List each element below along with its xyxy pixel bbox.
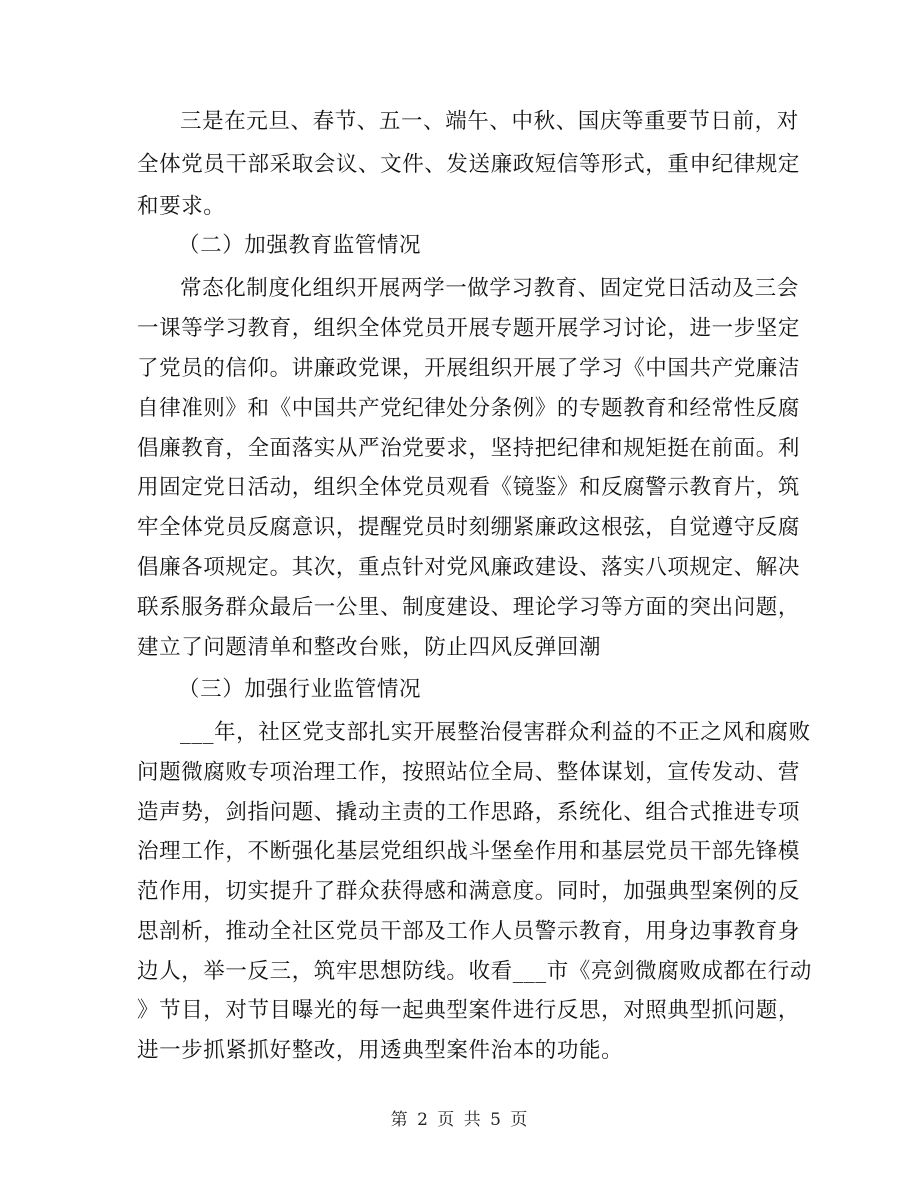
text-line: 治理工作，不断强化基层党组织战斗堡垒作用和基层党员干部先锋模 — [137, 839, 801, 864]
text-line: 和要求。 — [137, 194, 226, 219]
text-line: 自律准则》和《中国共产党纪律处分条例》的专题教育和经常性反腐 — [137, 396, 801, 421]
text-line: 倡廉各项规定。其次，重点针对党风廉政建设、落实八项规定、解决 — [137, 555, 801, 580]
text-line: （二）加强教育监管情况 — [178, 233, 422, 258]
text-line: 用固定党日活动，组织全体党员观看《镜鉴》和反腐警示教育片，筑 — [137, 475, 801, 500]
text-line: （三）加强行业监管情况 — [178, 677, 422, 702]
text-line: 常态化制度化组织开展两学一做学习教育、固定党日活动及三会 — [180, 276, 799, 301]
text-line: 范作用，切实提升了群众获得感和满意度。同时，加强典型案例的反 — [137, 879, 801, 904]
text-line: 边人，举一反三，筑牢思想防线。收看___市《亮剑微腐败成都在行动 — [137, 959, 812, 984]
page-footer: 第 2 页 共 5 页 — [390, 1110, 530, 1130]
text-line: 牢全体党员反腐意识，提醒党员时刻绷紧廉政这根弦，自觉遵守反腐 — [137, 515, 801, 540]
text-line: 联系服务群众最后一公里、制度建设、理论学习等方面的突出问题， — [137, 595, 801, 620]
text-line: 造声势，剑指问题、撬动主责的工作思路，系统化、组合式推进专项 — [137, 800, 801, 825]
text-line: 进一步抓紧抓好整改，用透典型案件治本的功能。 — [137, 1038, 624, 1063]
text-line: 全体党员干部采取会议、文件、发送廉政短信等形式，重申纪律规定 — [137, 152, 801, 177]
text-line: 一课等学习教育，组织全体党员开展专题开展学习讨论，进一步坚定 — [137, 316, 801, 341]
text-line: 了党员的信仰。讲廉政党课，开展组织开展了学习《中国共产党廉洁 — [137, 356, 801, 381]
text-line: 问题微腐败专项治理工作，按照站位全局、整体谋划，宣传发动、营 — [137, 760, 801, 785]
text-line: 三是在元旦、春节、五一、端午、中秋、国庆等重要节日前，对 — [180, 109, 799, 134]
text-line: ___年，社区党支部扎实开展整治侵害群众利益的不正之风和腐败 — [180, 720, 811, 745]
text-line: 倡廉教育，全面落实从严治党要求，坚持把纪律和规矩挺在前面。利 — [137, 436, 801, 461]
text-line: 建立了问题清单和整改台账，防止四风反弹回潮 — [137, 635, 602, 660]
text-line: 》节目，对节目曝光的每一起典型案件进行反思，对照典型抓问题， — [137, 998, 801, 1023]
text-line: 思剖析，推动全社区党员干部及工作人员警示教育，用身边事教育身 — [137, 919, 801, 944]
